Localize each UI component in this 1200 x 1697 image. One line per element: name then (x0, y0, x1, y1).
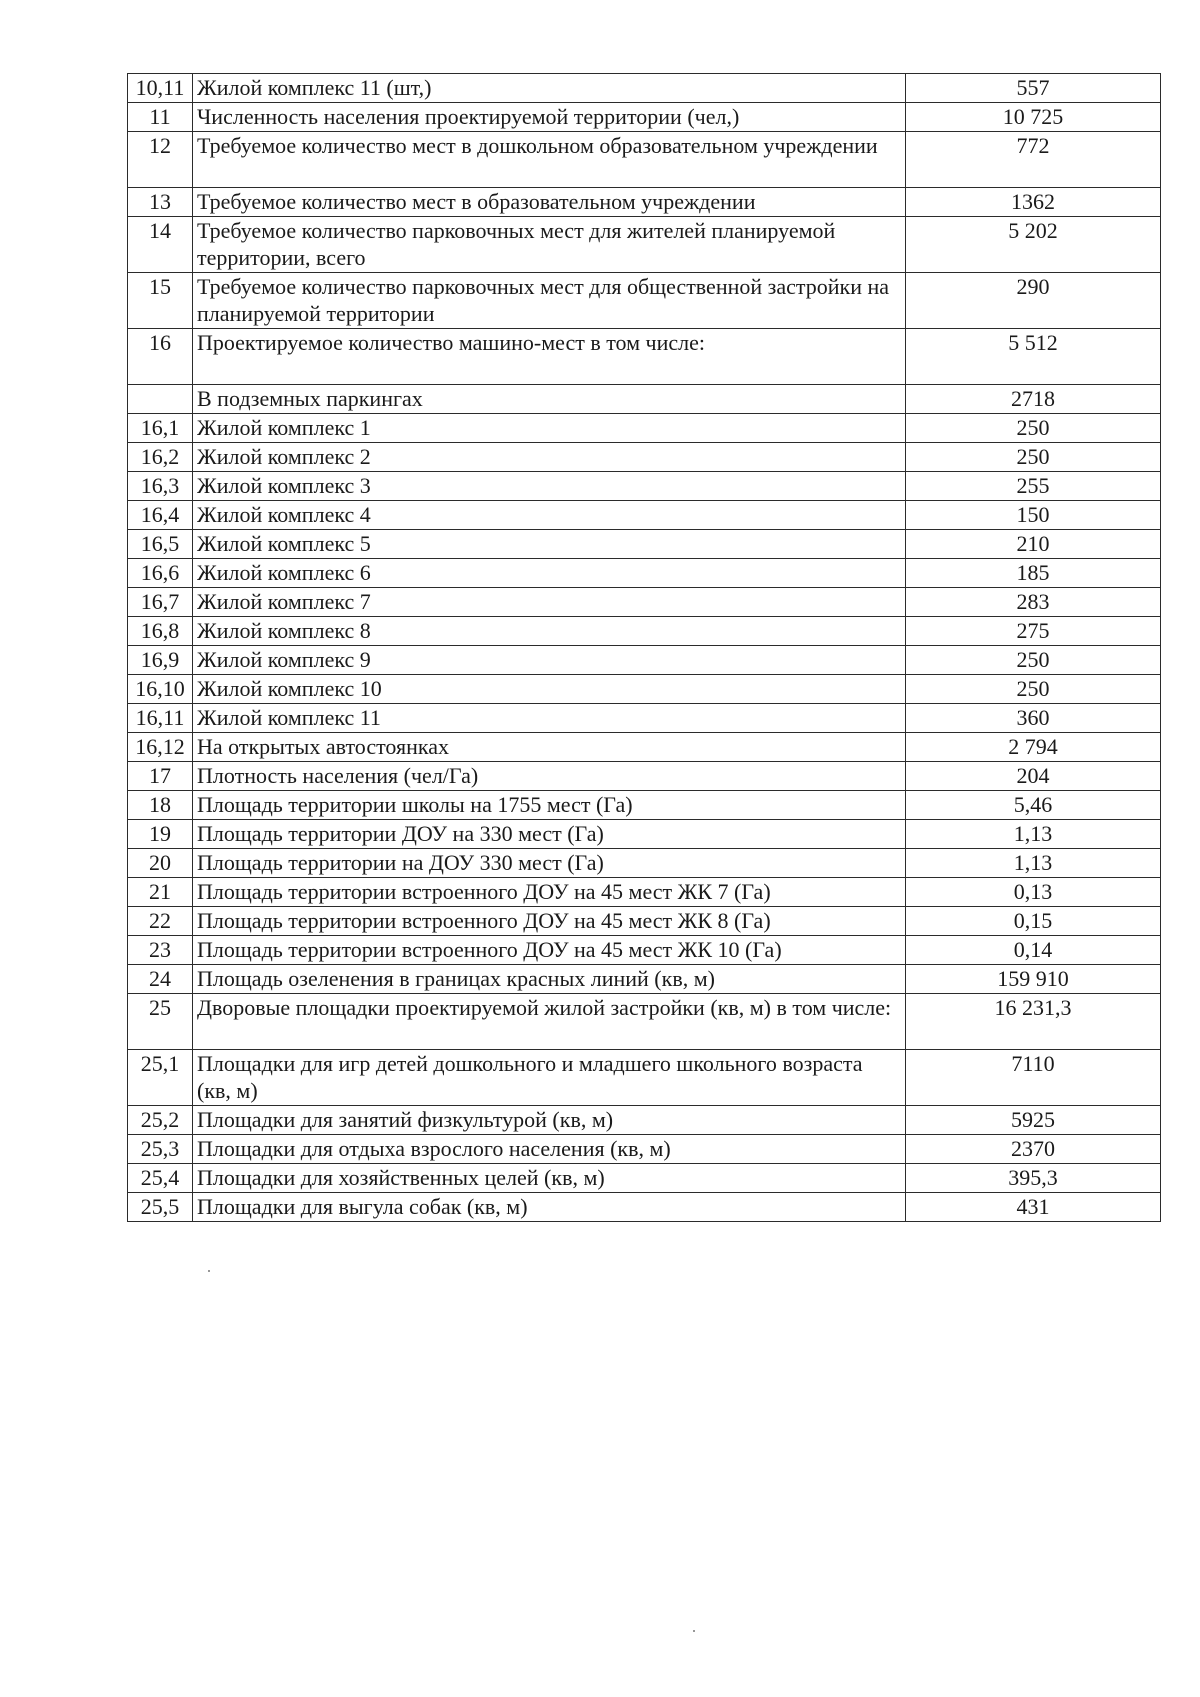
row-number: 25,5 (128, 1193, 193, 1222)
row-value: 275 (906, 617, 1161, 646)
table-row (128, 994, 1161, 1050)
row-number: 16,6 (128, 559, 193, 588)
row-name: Площадки для игр детей дошкольного и младшего школьного возраста (кв, м) (193, 1050, 906, 1106)
row-name: Жилой комплекс 5 (193, 530, 906, 559)
row-number: 20 (128, 849, 193, 878)
row-value: 0,14 (906, 936, 1161, 965)
row-number: 19 (128, 820, 193, 849)
row-number: 25,2 (128, 1106, 193, 1135)
indicators-table (127, 73, 1161, 1222)
row-value: 1,13 (906, 820, 1161, 849)
row-name: Жилой комплекс 4 (193, 501, 906, 530)
table-row (128, 849, 1161, 878)
row-name: Площадь территории встроенного ДОУ на 45 мест ЖК 10 (Га) (193, 936, 906, 965)
table-row (128, 188, 1161, 217)
table-row (128, 675, 1161, 704)
table-row (128, 1164, 1161, 1193)
row-number: 23 (128, 936, 193, 965)
row-value: 250 (906, 675, 1161, 704)
row-value: 0,15 (906, 907, 1161, 936)
row-value: 185 (906, 559, 1161, 588)
table-row (128, 443, 1161, 472)
row-number: 13 (128, 188, 193, 217)
table-row (128, 414, 1161, 443)
row-number: 12 (128, 132, 193, 188)
row-value: 395,3 (906, 1164, 1161, 1193)
row-value: 250 (906, 646, 1161, 675)
table-row (128, 878, 1161, 907)
row-value: 290 (906, 273, 1161, 329)
row-number: 16,2 (128, 443, 193, 472)
row-value: 557 (906, 74, 1161, 103)
row-value: 0,13 (906, 878, 1161, 907)
row-value: 150 (906, 501, 1161, 530)
row-number: 16 (128, 329, 193, 385)
scan-speck (208, 1270, 210, 1272)
row-name: Требуемое количество мест в образовательном учреждении (193, 188, 906, 217)
row-value: 431 (906, 1193, 1161, 1222)
table-row (128, 273, 1161, 329)
row-name: Площадь территории встроенного ДОУ на 45 мест ЖК 7 (Га) (193, 878, 906, 907)
table-row (128, 74, 1161, 103)
table-row (128, 1106, 1161, 1135)
table-row (128, 1050, 1161, 1106)
table-row (128, 530, 1161, 559)
row-name: Жилой комплекс 9 (193, 646, 906, 675)
row-name: Требуемое количество мест в дошкольном образовательном учреждении (193, 132, 906, 188)
row-number: 14 (128, 217, 193, 273)
table-row (128, 733, 1161, 762)
row-value: 7110 (906, 1050, 1161, 1106)
row-name: Проектируемое количество машино-мест в том числе: (193, 329, 906, 385)
row-name: Площадь территории ДОУ на 330 мест (Га) (193, 820, 906, 849)
row-name: Площадь территории школы на 1755 мест (Га) (193, 791, 906, 820)
table-row (128, 617, 1161, 646)
row-name: Жилой комплекс 3 (193, 472, 906, 501)
row-number: 24 (128, 965, 193, 994)
table-row (128, 704, 1161, 733)
table-row (128, 762, 1161, 791)
row-name: Численность населения проектируемой территории (чел,) (193, 103, 906, 132)
row-number: 10,11 (128, 74, 193, 103)
row-number: 16,7 (128, 588, 193, 617)
row-number: 11 (128, 103, 193, 132)
row-name: На открытых автостоянках (193, 733, 906, 762)
row-number: 17 (128, 762, 193, 791)
row-value: 250 (906, 443, 1161, 472)
row-value: 2370 (906, 1135, 1161, 1164)
row-name: Площадь озеленения в границах красных линий (кв, м) (193, 965, 906, 994)
table-row (128, 329, 1161, 385)
table-row (128, 385, 1161, 414)
row-number: 21 (128, 878, 193, 907)
row-number: 16,1 (128, 414, 193, 443)
table-row (128, 103, 1161, 132)
row-number: 18 (128, 791, 193, 820)
row-number: 15 (128, 273, 193, 329)
row-number: 16,8 (128, 617, 193, 646)
row-name: Площадь территории на ДОУ 330 мест (Га) (193, 849, 906, 878)
row-number: 25 (128, 994, 193, 1050)
row-name: Площадки для отдыха взрослого населения (кв, м) (193, 1135, 906, 1164)
scan-speck (693, 1630, 695, 1632)
row-number: 16,10 (128, 675, 193, 704)
table-row (128, 1193, 1161, 1222)
row-value: 1,13 (906, 849, 1161, 878)
table-row (128, 559, 1161, 588)
row-name: Требуемое количество парковочных мест для жителей планируемой территории, всего (193, 217, 906, 273)
table-row (128, 965, 1161, 994)
row-name: Жилой комплекс 6 (193, 559, 906, 588)
row-name: Дворовые площадки проектируемой жилой застройки (кв, м) в том числе: (193, 994, 906, 1050)
row-value: 16 231,3 (906, 994, 1161, 1050)
row-number: 22 (128, 907, 193, 936)
row-name: Жилой комплекс 1 (193, 414, 906, 443)
row-value: 255 (906, 472, 1161, 501)
table-row (128, 588, 1161, 617)
row-name: Жилой комплекс 8 (193, 617, 906, 646)
row-value: 5 512 (906, 329, 1161, 385)
table-row (128, 472, 1161, 501)
row-name: В подземных паркингах (193, 385, 906, 414)
row-value: 2718 (906, 385, 1161, 414)
row-name: Жилой комплекс 11 (шт,) (193, 74, 906, 103)
row-number: 16,9 (128, 646, 193, 675)
row-value: 772 (906, 132, 1161, 188)
row-name: Плотность населения (чел/Га) (193, 762, 906, 791)
row-value: 5 202 (906, 217, 1161, 273)
row-value: 159 910 (906, 965, 1161, 994)
table-row (128, 1135, 1161, 1164)
row-name: Жилой комплекс 7 (193, 588, 906, 617)
row-number (128, 385, 193, 414)
table-row (128, 132, 1161, 188)
table-row (128, 791, 1161, 820)
table-row (128, 217, 1161, 273)
row-value: 5925 (906, 1106, 1161, 1135)
row-number: 25,4 (128, 1164, 193, 1193)
row-name: Площадки для занятий физкультурой (кв, м) (193, 1106, 906, 1135)
table-row (128, 501, 1161, 530)
table-row (128, 820, 1161, 849)
row-value: 2 794 (906, 733, 1161, 762)
row-number: 16,5 (128, 530, 193, 559)
row-name: Площадки для хозяйственных целей (кв, м) (193, 1164, 906, 1193)
row-name: Жилой комплекс 2 (193, 443, 906, 472)
row-number: 16,11 (128, 704, 193, 733)
row-name: Жилой комплекс 10 (193, 675, 906, 704)
row-name: Требуемое количество парковочных мест для общественной застройки на планируемой территории (193, 273, 906, 329)
row-value: 283 (906, 588, 1161, 617)
row-number: 16,4 (128, 501, 193, 530)
row-name: Площадь территории встроенного ДОУ на 45 мест ЖК 8 (Га) (193, 907, 906, 936)
table-row (128, 936, 1161, 965)
row-value: 204 (906, 762, 1161, 791)
row-value: 5,46 (906, 791, 1161, 820)
table-row (128, 907, 1161, 936)
row-name: Жилой комплекс 11 (193, 704, 906, 733)
row-number: 16,12 (128, 733, 193, 762)
row-value: 10 725 (906, 103, 1161, 132)
row-number: 16,3 (128, 472, 193, 501)
row-value: 360 (906, 704, 1161, 733)
row-number: 25,3 (128, 1135, 193, 1164)
row-value: 1362 (906, 188, 1161, 217)
row-value: 210 (906, 530, 1161, 559)
row-number: 25,1 (128, 1050, 193, 1106)
table-row (128, 646, 1161, 675)
row-value: 250 (906, 414, 1161, 443)
row-name: Площадки для выгула собак (кв, м) (193, 1193, 906, 1222)
